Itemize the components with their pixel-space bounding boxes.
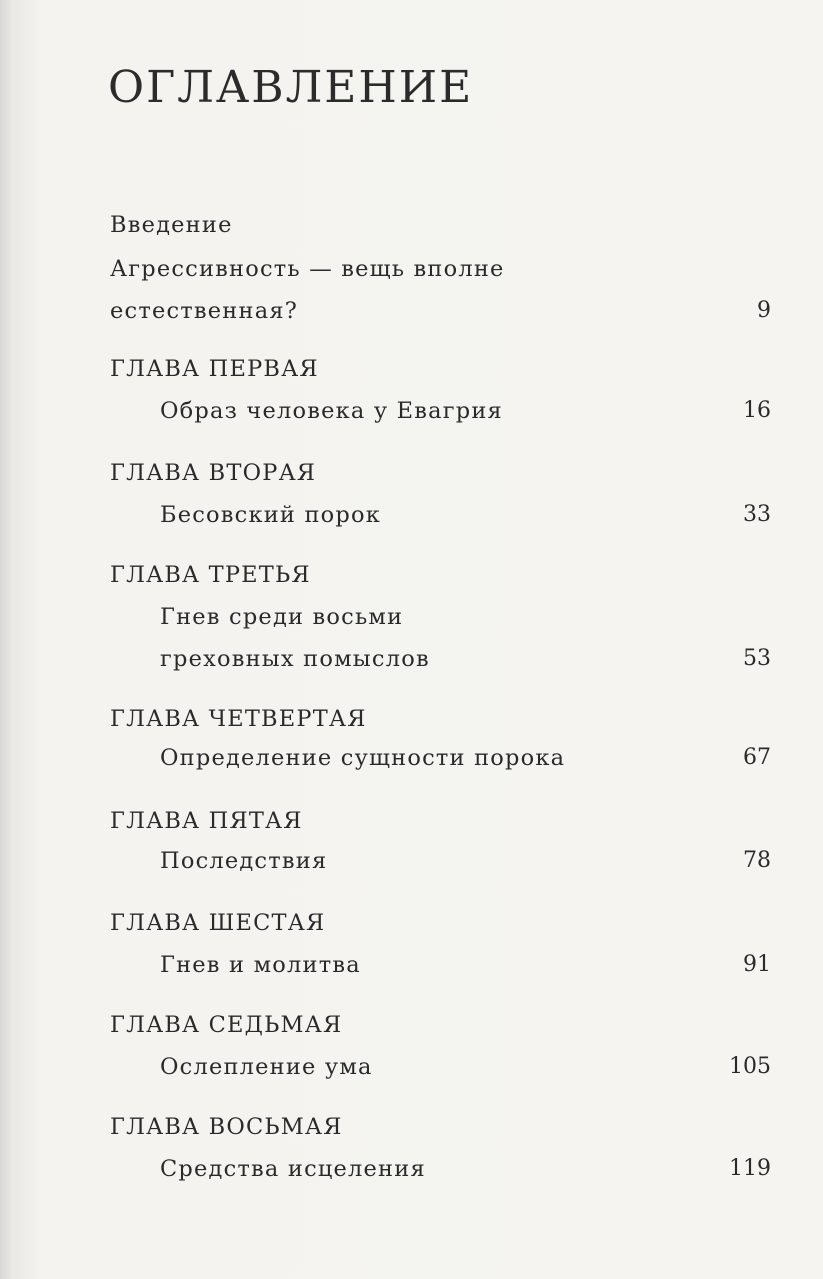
chapter-2-label: ГЛАВА ВТОРАЯ [110,460,317,486]
chapter-8-page-number: 119 [729,1156,771,1181]
chapter-5-label: ГЛАВА ПЯТАЯ [110,808,303,834]
chapter-5-title: Последствия [160,848,328,874]
chapter-3-page-number: 53 [743,646,771,671]
intro-line-2: естественная? [110,298,298,324]
chapter-6-label: ГЛАВА ШЕСТАЯ [110,910,326,936]
chapter-6-page-number: 91 [743,952,771,977]
chapter-7-title: Ослепление ума [160,1054,373,1080]
chapter-6-title: Гнев и молитва [160,952,361,978]
chapter-4-label: ГЛАВА ЧЕТВЕРТАЯ [110,706,367,732]
chapter-3-label: ГЛАВА ТРЕТЬЯ [110,562,311,588]
chapter-7-page-number: 105 [729,1054,771,1079]
intro-page-number: 9 [757,298,771,323]
chapter-8-label: ГЛАВА ВОСЬМАЯ [110,1114,343,1140]
intro-heading: Введение [110,212,233,238]
intro-line-1: Агрессивность — вещь вполне [110,256,505,282]
chapter-4-title: Определение сущности порока [160,745,566,771]
chapter-3-title-line-1: Гнев среди восьми [160,604,404,630]
chapter-2-title: Бесовский порок [160,502,382,528]
chapter-8-title: Средства исцеления [160,1156,426,1182]
chapter-1-title: Образ человека у Евагрия [160,398,503,424]
page-title: ОГЛАВЛЕНИЕ [108,62,474,113]
chapter-1-label: ГЛАВА ПЕРВАЯ [110,356,319,382]
chapter-4-page-number: 67 [743,745,771,770]
chapter-7-label: ГЛАВА СЕДЬМАЯ [110,1012,343,1038]
chapter-5-page-number: 78 [743,848,771,873]
chapter-3-title-line-2: греховных помыслов [160,646,430,672]
chapter-2-page-number: 33 [743,502,771,527]
chapter-1-page-number: 16 [743,398,771,423]
